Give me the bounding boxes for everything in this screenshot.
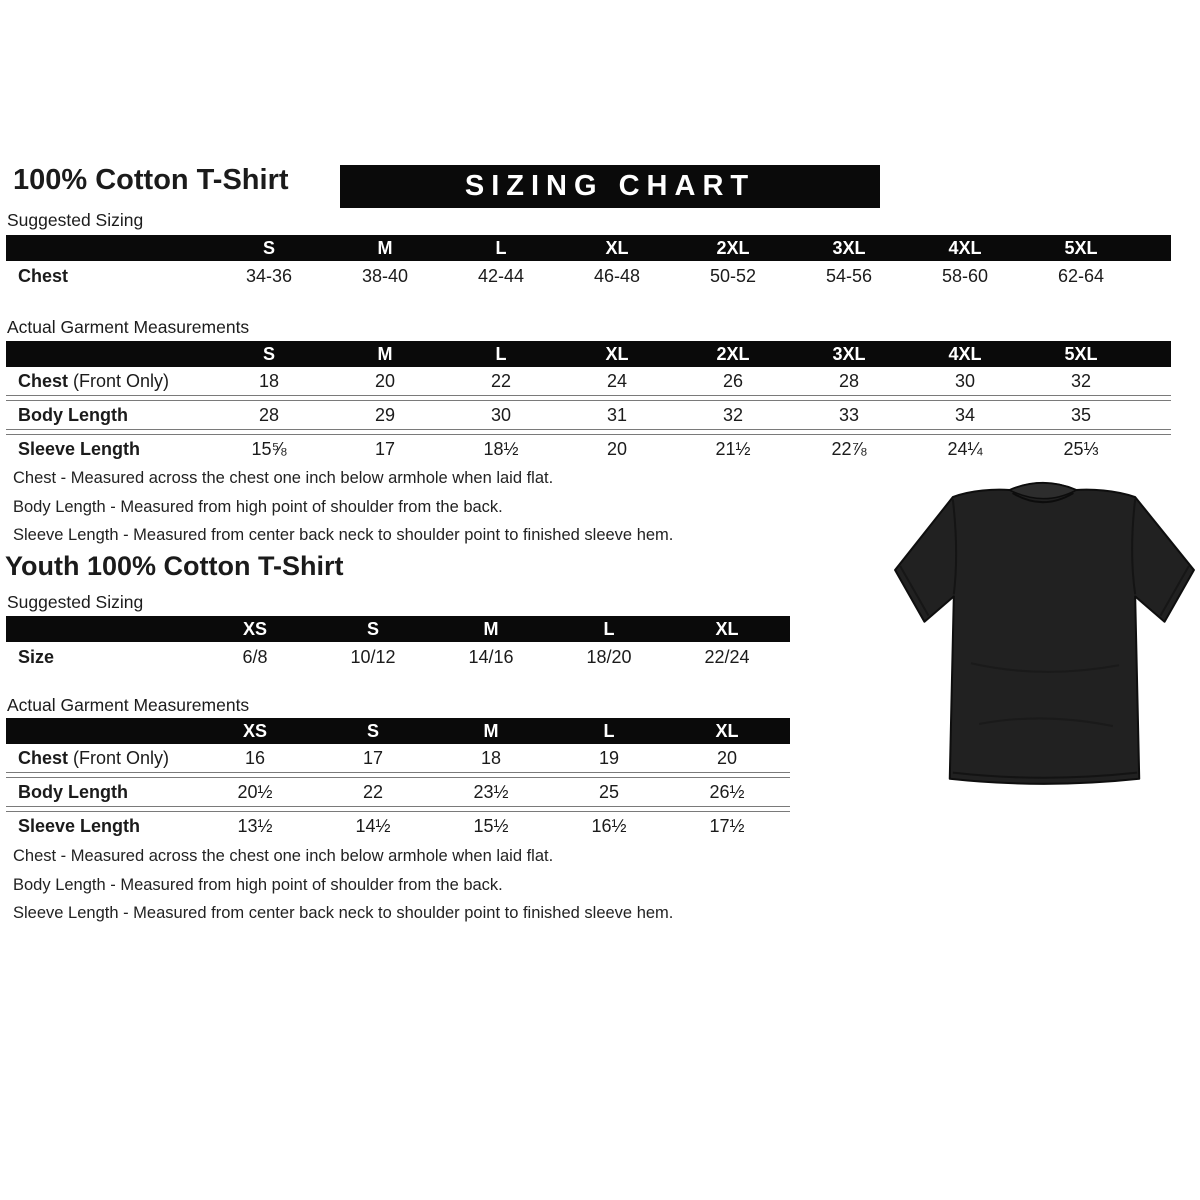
table-cell: 18 — [258, 370, 280, 391]
table-cell: 30 — [954, 370, 976, 391]
size-column-header: L — [603, 618, 615, 639]
adult-actual-header-row — [6, 341, 1171, 367]
row-label-chest-front-only: Chest (Front Only) — [18, 747, 170, 768]
row-label-body-length: Body Length — [18, 404, 128, 425]
table-cell: 20 — [606, 438, 628, 459]
table-cell: 28 — [838, 370, 860, 391]
youth-actual-measurements-table — [6, 718, 790, 840]
youth-sleeve-length-row — [6, 812, 790, 840]
table-cell: 16 — [244, 747, 266, 768]
table-cell: 35 — [1070, 404, 1092, 425]
adult-suggested-sizing-table — [6, 235, 1171, 292]
table-cell: 42-44 — [477, 266, 525, 286]
youth-suggested-sizing-table — [6, 616, 790, 673]
row-label-size: Size — [18, 647, 55, 667]
size-column-header: 2XL — [716, 343, 750, 364]
size-column-header: S — [366, 720, 379, 741]
table-cell: 54-56 — [825, 266, 873, 286]
adult-chest-suggested-row — [6, 261, 1171, 292]
adult-measurement-notes — [13, 464, 673, 550]
size-column-header: 4XL — [948, 237, 982, 258]
adult-page-title: 100% Cotton T-Shirt — [13, 164, 289, 196]
table-cell: 38-40 — [361, 266, 409, 286]
size-column-header: 5XL — [1064, 343, 1098, 364]
table-cell: 17½ — [709, 815, 745, 836]
row-label-chest-front-only: Chest (Front Only) — [18, 370, 170, 391]
table-cell: 15⅝ — [251, 438, 287, 459]
table-cell: 14/16 — [468, 647, 514, 667]
size-column-header: L — [603, 720, 615, 741]
table-cell: 32 — [722, 404, 744, 425]
table-cell: 50-52 — [709, 266, 757, 286]
table-cell: 34-36 — [245, 266, 293, 286]
adult-sleeve-length-row — [6, 435, 1171, 463]
adult-suggested-header-row — [6, 235, 1171, 261]
table-cell: 15½ — [473, 815, 509, 836]
table-cell: 10/12 — [350, 647, 396, 667]
measurement-note: Chest - Measured across the chest one inch below armhole when laid flat. — [13, 469, 554, 487]
size-column-header: S — [262, 237, 275, 258]
adult-body-length-row — [6, 401, 1171, 429]
adult-chest-row — [6, 367, 1171, 395]
table-cell: 46-48 — [593, 266, 641, 286]
table-cell: 13½ — [237, 815, 273, 836]
tshirt-image — [890, 478, 1200, 808]
table-cell: 58-60 — [941, 266, 989, 286]
size-column-header: L — [495, 237, 507, 258]
size-column-header: XL — [605, 237, 629, 258]
youth-suggested-header-row — [6, 616, 790, 642]
table-cell: 25 — [598, 781, 620, 802]
size-column-header: XL — [715, 618, 739, 639]
size-column-header: 3XL — [832, 343, 866, 364]
table-cell: 29 — [374, 404, 396, 425]
table-cell: 32 — [1070, 370, 1092, 391]
table-cell: 17 — [374, 438, 396, 459]
youth-chest-row — [6, 744, 790, 772]
size-column-header: S — [262, 343, 275, 364]
table-cell: 19 — [598, 747, 620, 768]
size-column-header: XS — [242, 720, 267, 741]
table-cell: 17 — [362, 747, 384, 768]
youth-actual-measurements-label: Actual Garment Measurements — [7, 695, 250, 715]
table-cell: 24 — [606, 370, 628, 391]
table-cell: 22⅞ — [831, 438, 867, 459]
table-cell: 28 — [258, 404, 280, 425]
adult-suggested-sizing-label: Suggested Sizing — [7, 210, 144, 230]
table-cell: 26 — [722, 370, 744, 391]
table-cell: 20½ — [237, 781, 273, 802]
youth-body-length-row — [6, 778, 790, 806]
row-label-sleeve-length: Sleeve Length — [18, 815, 141, 836]
table-cell: 30 — [490, 404, 512, 425]
size-column-header: M — [483, 720, 499, 741]
youth-page-title: Youth 100% Cotton T-Shirt — [5, 551, 344, 581]
sizing-chart-banner-text: SIZING CHART — [464, 170, 756, 202]
size-column-header: 5XL — [1064, 237, 1098, 258]
measurement-note: Body Length - Measured from high point of shoulder from the back. — [13, 875, 503, 894]
sizing-chart-banner — [340, 165, 880, 208]
measurement-note: Chest - Measured across the chest one inch below armhole when laid flat. — [13, 847, 554, 865]
table-cell: 62-64 — [1057, 266, 1105, 286]
youth-suggested-sizing-label: Suggested Sizing — [7, 592, 144, 612]
size-column-header: XS — [242, 618, 267, 639]
size-column-header: 3XL — [832, 237, 866, 258]
table-cell: 6/8 — [242, 647, 268, 667]
table-cell: 23½ — [473, 781, 509, 802]
measurement-note: Body Length - Measured from high point of shoulder from the back. — [13, 497, 503, 516]
table-cell: 18 — [480, 747, 502, 768]
table-cell: 26½ — [709, 781, 745, 802]
table-cell: 20 — [716, 747, 738, 768]
table-cell: 22 — [490, 370, 512, 391]
adult-actual-measurements-label: Actual Garment Measurements — [7, 317, 250, 337]
row-label-body-length: Body Length — [18, 781, 128, 802]
table-cell: 16½ — [591, 815, 627, 836]
table-cell: 18/20 — [586, 647, 632, 667]
youth-measurement-notes — [13, 842, 673, 928]
adult-actual-measurements-table — [6, 341, 1171, 463]
table-cell: 34 — [954, 404, 976, 425]
size-column-header: L — [495, 343, 507, 364]
size-column-header: M — [483, 618, 499, 639]
size-column-header: M — [377, 237, 393, 258]
measurement-note: Sleeve Length - Measured from center back neck to shoulder point to finished sleeve hem. — [13, 904, 674, 922]
size-column-header: XL — [715, 720, 739, 741]
table-cell: 22/24 — [704, 647, 750, 667]
table-cell: 21½ — [715, 438, 751, 459]
size-column-header: 4XL — [948, 343, 982, 364]
size-column-header: 2XL — [716, 237, 750, 258]
size-column-header: S — [366, 618, 379, 639]
row-label-chest: Chest — [18, 266, 69, 286]
youth-actual-header-row — [6, 718, 790, 744]
row-label-sleeve-length: Sleeve Length — [18, 438, 141, 459]
table-cell: 20 — [374, 370, 396, 391]
size-column-header: M — [377, 343, 393, 364]
table-cell: 14½ — [355, 815, 391, 836]
table-cell: 24¼ — [947, 438, 983, 459]
youth-size-row — [6, 642, 790, 673]
measurement-note: Sleeve Length - Measured from center back neck to shoulder point to finished sleeve hem. — [13, 526, 674, 544]
table-cell: 22 — [362, 781, 384, 802]
table-cell: 33 — [838, 404, 860, 425]
table-cell: 25⅓ — [1063, 438, 1099, 459]
table-cell: 31 — [606, 404, 628, 425]
size-column-header: XL — [605, 343, 629, 364]
table-cell: 18½ — [483, 438, 519, 459]
